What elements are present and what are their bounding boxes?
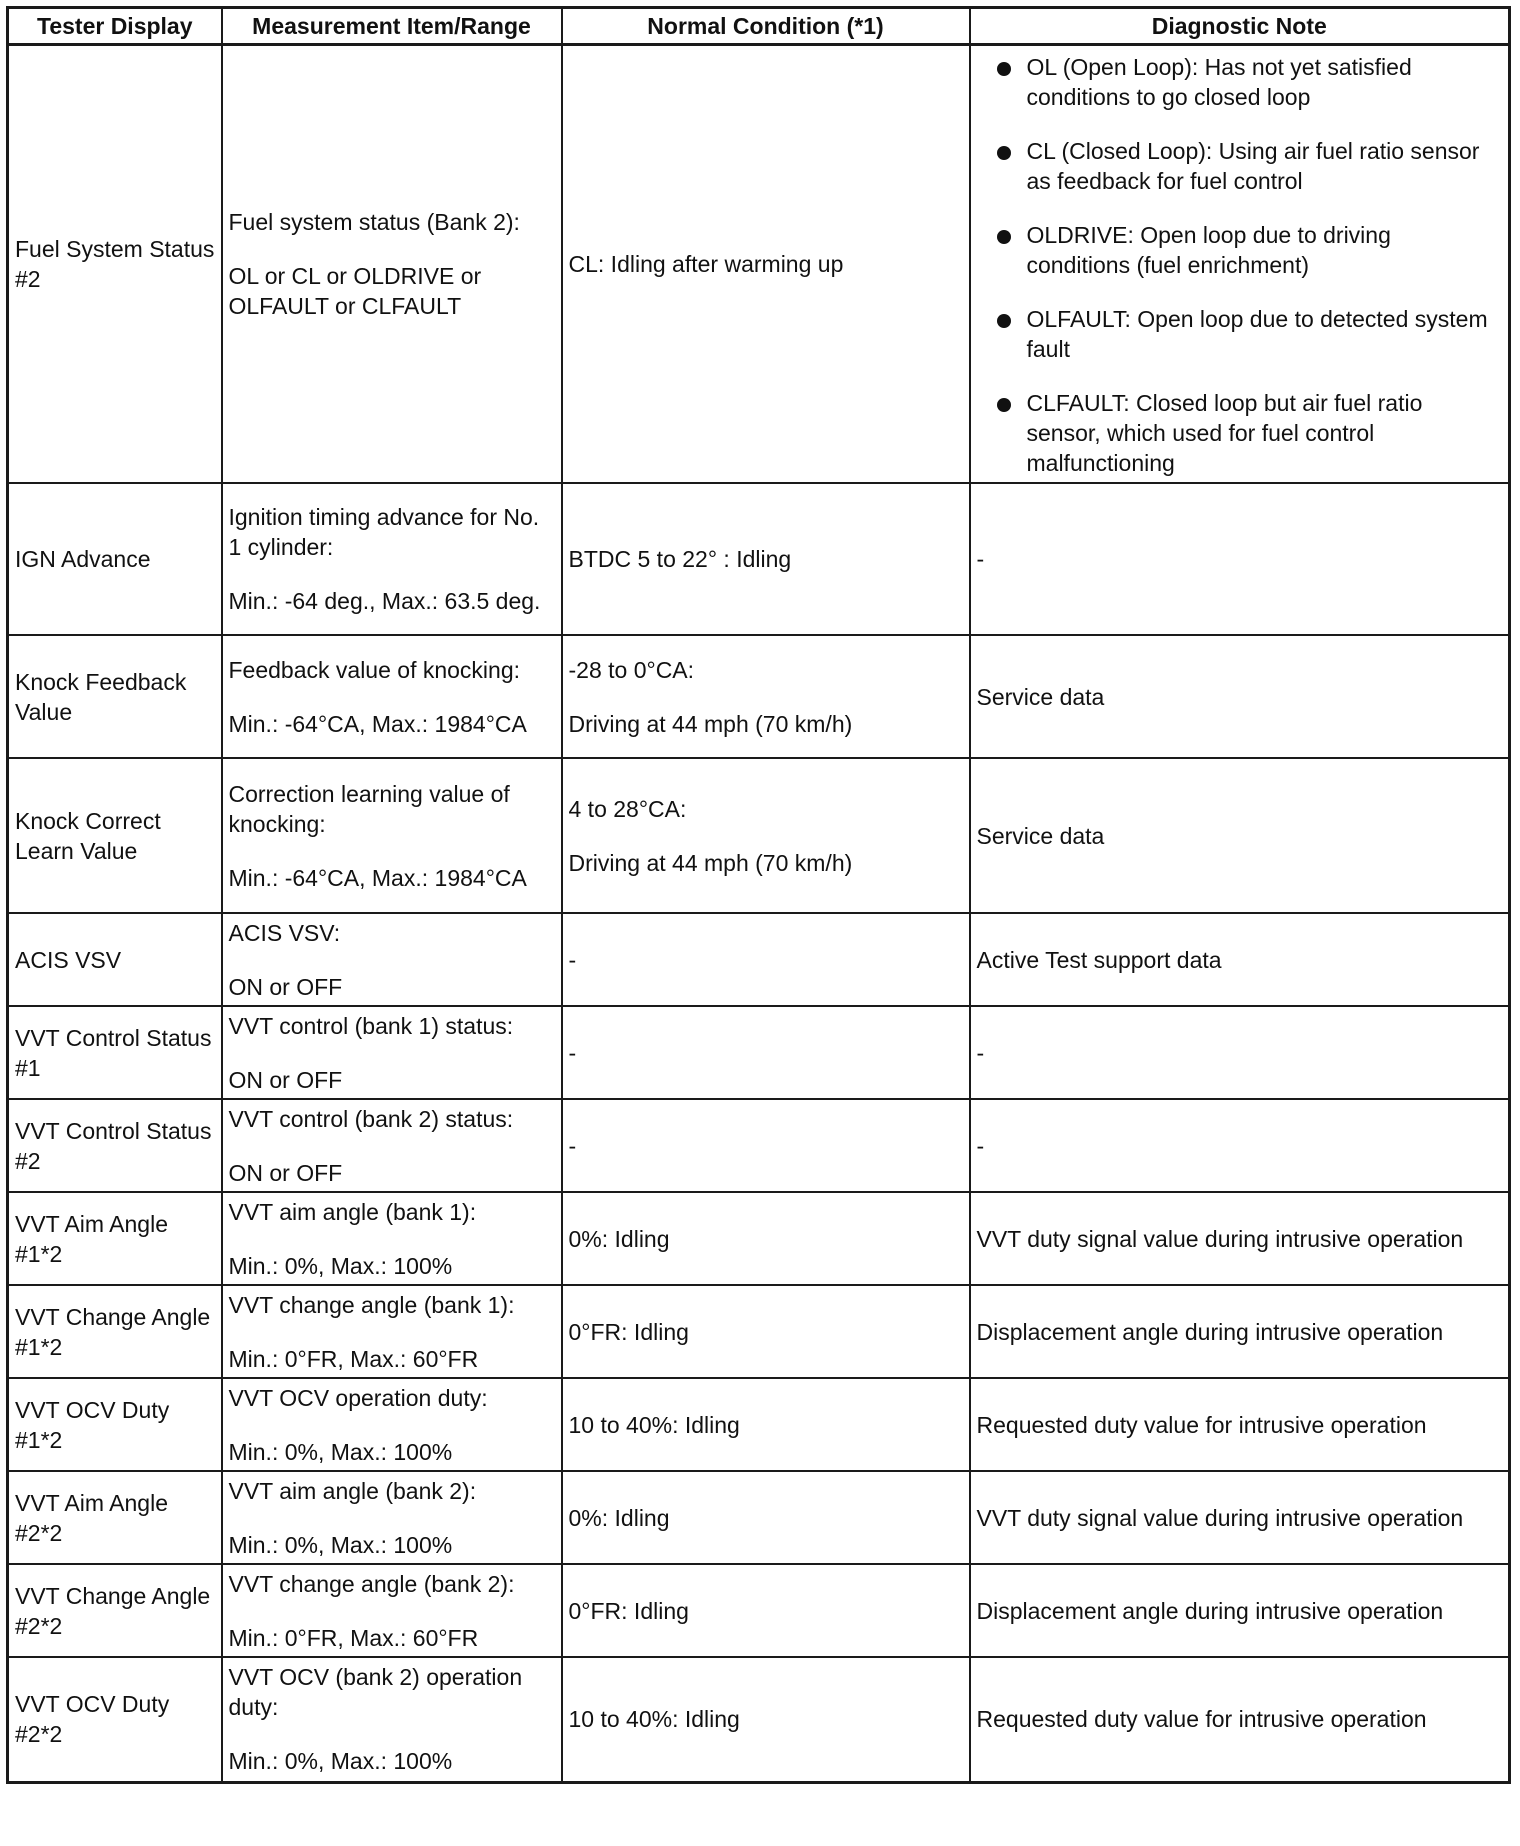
diagnostic-note-item bbox=[977, 136, 1503, 196]
measurement-line: Min.: 0°FR, Max.: 60°FR bbox=[228, 1624, 479, 1651]
diagnostic-note-text: OLDRIVE: Open loop due to driving conditions (fuel enrichment) bbox=[1026, 222, 1391, 278]
measurement-line: Min.: 0%, Max.: 100% bbox=[228, 1252, 453, 1279]
diagnostic-note-cell: - bbox=[970, 483, 1510, 635]
normal-condition-cell bbox=[562, 1099, 970, 1192]
measurement-line: ON or OFF bbox=[228, 973, 343, 1000]
diagnostic-note-cell: VVT duty signal value during intrusive operation bbox=[970, 1192, 1510, 1285]
measurement-cell bbox=[222, 1099, 562, 1192]
measurement-line: OL or CL or OLDRIVE or OLFAULT or CLFAULT bbox=[228, 263, 482, 319]
normal-condition-line: 0%: Idling bbox=[568, 1225, 670, 1252]
tester-display-cell: VVT Control Status #2 bbox=[8, 1099, 222, 1192]
diagnostic-note-cell: VVT duty signal value during intrusive operation bbox=[970, 1471, 1510, 1564]
normal-condition-line: 10 to 40%: Idling bbox=[568, 1706, 740, 1733]
diagnostic-note-cell: Displacement angle during intrusive operation bbox=[970, 1564, 1510, 1657]
diagnostic-note-item bbox=[977, 388, 1503, 478]
normal-condition-line: BTDC 5 to 22° : Idling bbox=[568, 546, 792, 572]
bullet-icon bbox=[997, 146, 1011, 160]
normal-condition-line: 0%: Idling bbox=[568, 1504, 670, 1531]
normal-condition-line: 10 to 40%: Idling bbox=[568, 1411, 740, 1438]
diagnostic-note-cell: - bbox=[970, 1006, 1510, 1099]
tester-display-cell: VVT OCV Duty #1*2 bbox=[8, 1378, 222, 1471]
normal-condition-cell bbox=[562, 1564, 970, 1657]
measurement-line: VVT OCV operation duty: bbox=[228, 1384, 488, 1411]
normal-condition-line: Driving at 44 mph (70 km/h) bbox=[568, 849, 853, 876]
tester-display-cell: VVT Aim Angle #1*2 bbox=[8, 1192, 222, 1285]
measurement-cell bbox=[222, 1006, 562, 1099]
measurement-cell bbox=[222, 45, 562, 484]
measurement-cell bbox=[222, 635, 562, 758]
measurement-line: Fuel system status (Bank 2): bbox=[228, 209, 520, 235]
normal-condition-line: CL: Idling after warming up bbox=[568, 251, 844, 277]
table-header-row bbox=[8, 8, 1510, 45]
table-row bbox=[8, 1006, 1510, 1099]
table-row bbox=[8, 635, 1510, 758]
normal-condition-cell bbox=[562, 1657, 970, 1782]
measurement-line: Min.: 0%, Max.: 100% bbox=[228, 1438, 453, 1465]
table-row bbox=[8, 758, 1510, 913]
measurement-cell bbox=[222, 1471, 562, 1564]
measurement-line: VVT control (bank 1) status: bbox=[228, 1012, 514, 1039]
diagnostic-note-cell: Service data bbox=[970, 635, 1510, 758]
measurement-line: ON or OFF bbox=[228, 1066, 343, 1093]
diagnostic-note-cell bbox=[970, 45, 1510, 484]
normal-condition-cell bbox=[562, 1378, 970, 1471]
table-row bbox=[8, 1378, 1510, 1471]
measurement-cell bbox=[222, 1657, 562, 1782]
normal-condition-line: - bbox=[568, 1039, 577, 1066]
measurement-line: VVT aim angle (bank 1): bbox=[228, 1198, 477, 1225]
tester-display-cell: VVT Control Status #1 bbox=[8, 1006, 222, 1099]
measurement-line: VVT OCV (bank 2) operation duty: bbox=[228, 1664, 523, 1721]
table-row bbox=[8, 913, 1510, 1006]
measurement-line: Correction learning value of knocking: bbox=[228, 780, 510, 837]
diagnostic-note-cell: Service data bbox=[970, 758, 1510, 913]
bullet-icon bbox=[997, 62, 1011, 76]
tester-display-cell: VVT Aim Angle #2*2 bbox=[8, 1471, 222, 1564]
measurement-cell bbox=[222, 1564, 562, 1657]
measurement-line: ON or OFF bbox=[228, 1159, 343, 1186]
measurement-line: Min.: -64°CA, Max.: 1984°CA bbox=[228, 864, 527, 891]
measurement-line: VVT aim angle (bank 2): bbox=[228, 1477, 477, 1504]
diagnostic-note-cell: Requested duty value for intrusive operation bbox=[970, 1378, 1510, 1471]
tester-display-cell: Fuel System Status #2 bbox=[8, 45, 222, 484]
header-tester-display: Tester Display bbox=[8, 8, 222, 45]
normal-condition-cell bbox=[562, 1006, 970, 1099]
tester-display-cell: VVT Change Angle #1*2 bbox=[8, 1285, 222, 1378]
table-row bbox=[8, 483, 1510, 635]
header-normal-condition: Normal Condition (*1) bbox=[562, 8, 970, 45]
measurement-line: VVT control (bank 2) status: bbox=[228, 1105, 514, 1132]
measurement-line: ACIS VSV: bbox=[228, 919, 341, 946]
diagnostic-note-item bbox=[977, 220, 1503, 280]
tester-display-cell: VVT Change Angle #2*2 bbox=[8, 1564, 222, 1657]
measurement-cell bbox=[222, 1285, 562, 1378]
normal-condition-cell bbox=[562, 913, 970, 1006]
normal-condition-cell bbox=[562, 758, 970, 913]
diagnostic-note-text: CLFAULT: Closed loop but air fuel ratio sensor, which used for fuel control malfunctioning bbox=[1026, 390, 1423, 476]
measurement-line: Min.: 0°FR, Max.: 60°FR bbox=[228, 1345, 479, 1372]
measurement-cell bbox=[222, 758, 562, 913]
measurement-line: Min.: -64°CA, Max.: 1984°CA bbox=[228, 710, 527, 737]
tester-display-cell: ACIS VSV bbox=[8, 913, 222, 1006]
diagnostic-note-list bbox=[977, 50, 1503, 480]
diagnostic-note-cell: Active Test support data bbox=[970, 913, 1510, 1006]
measurement-line: Min.: -64 deg., Max.: 63.5 deg. bbox=[228, 588, 541, 614]
measurement-line: VVT change angle (bank 1): bbox=[228, 1291, 515, 1318]
table-row bbox=[8, 1471, 1510, 1564]
table-row bbox=[8, 1099, 1510, 1192]
diagnostic-note-cell: Requested duty value for intrusive operation bbox=[970, 1657, 1510, 1782]
header-measurement-item: Measurement Item/Range bbox=[222, 8, 562, 45]
measurement-cell bbox=[222, 913, 562, 1006]
diagnostic-note-item bbox=[977, 52, 1503, 112]
measurement-line: VVT change angle (bank 2): bbox=[228, 1570, 515, 1597]
normal-condition-line: 0°FR: Idling bbox=[568, 1597, 689, 1624]
bullet-icon bbox=[997, 314, 1011, 328]
normal-condition-line: 0°FR: Idling bbox=[568, 1318, 689, 1345]
table-row bbox=[8, 1564, 1510, 1657]
table-row bbox=[8, 1192, 1510, 1285]
tester-display-cell: Knock Feedback Value bbox=[8, 635, 222, 758]
diagnostic-note-cell: Displacement angle during intrusive operation bbox=[970, 1285, 1510, 1378]
measurement-line: Ignition timing advance for No. 1 cylinder: bbox=[228, 504, 540, 560]
data-list-table bbox=[6, 6, 1511, 1784]
normal-condition-line: Driving at 44 mph (70 km/h) bbox=[568, 710, 853, 737]
normal-condition-cell bbox=[562, 1192, 970, 1285]
measurement-line: Feedback value of knocking: bbox=[228, 656, 521, 683]
tester-display-cell: VVT OCV Duty #2*2 bbox=[8, 1657, 222, 1782]
normal-condition-cell bbox=[562, 635, 970, 758]
tester-display-cell: Knock Correct Learn Value bbox=[8, 758, 222, 913]
table-row bbox=[8, 45, 1510, 484]
normal-condition-cell bbox=[562, 45, 970, 484]
diagnostic-note-cell: - bbox=[970, 1099, 1510, 1192]
measurement-cell bbox=[222, 1192, 562, 1285]
data-list-document bbox=[6, 6, 1508, 1784]
table-row bbox=[8, 1285, 1510, 1378]
tester-display-cell: IGN Advance bbox=[8, 483, 222, 635]
measurement-line: Min.: 0%, Max.: 100% bbox=[228, 1748, 453, 1775]
bullet-icon bbox=[997, 230, 1011, 244]
normal-condition-line: 4 to 28°CA: bbox=[568, 795, 687, 822]
measurement-line: Min.: 0%, Max.: 100% bbox=[228, 1531, 453, 1558]
header-diagnostic-note: Diagnostic Note bbox=[970, 8, 1510, 45]
bullet-icon bbox=[997, 398, 1011, 412]
normal-condition-cell bbox=[562, 483, 970, 635]
normal-condition-cell bbox=[562, 1285, 970, 1378]
measurement-cell bbox=[222, 1378, 562, 1471]
diagnostic-note-item bbox=[977, 304, 1503, 364]
normal-condition-cell bbox=[562, 1471, 970, 1564]
diagnostic-note-text: OL (Open Loop): Has not yet satisfied conditions to go closed loop bbox=[1026, 54, 1412, 110]
normal-condition-line: -28 to 0°CA: bbox=[568, 656, 695, 683]
normal-condition-line: - bbox=[568, 946, 577, 973]
measurement-cell bbox=[222, 483, 562, 635]
table-row bbox=[8, 1657, 1510, 1782]
normal-condition-line: - bbox=[568, 1132, 577, 1159]
diagnostic-note-text: OLFAULT: Open loop due to detected system fault bbox=[1026, 306, 1488, 362]
diagnostic-note-text: CL (Closed Loop): Using air fuel ratio sensor as feedback for fuel control bbox=[1026, 138, 1480, 194]
